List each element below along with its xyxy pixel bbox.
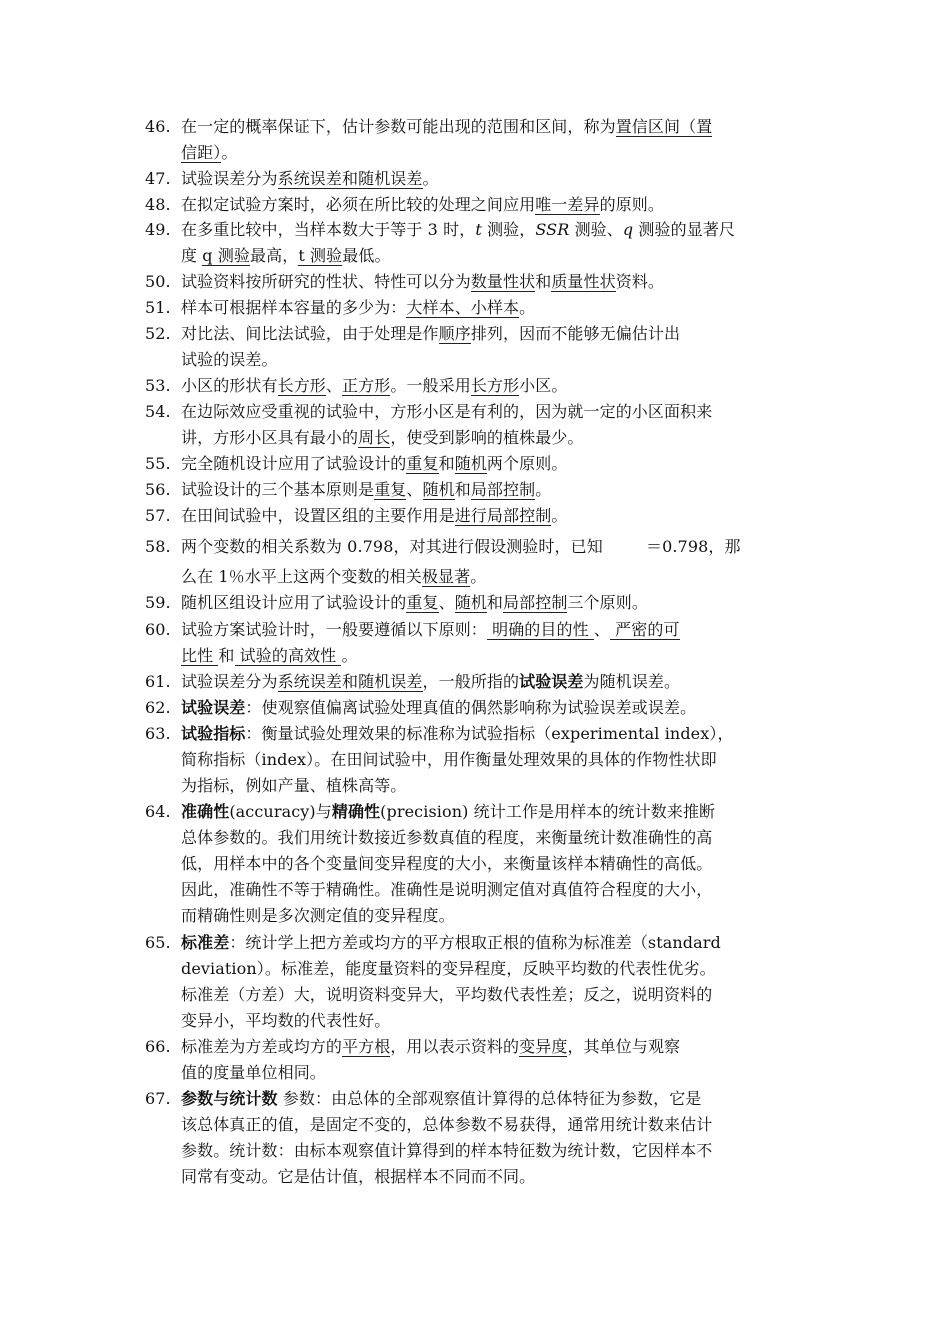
text-run: 。 [535,480,552,499]
term-heading: 试验指标 [181,724,246,743]
item-text-line [181,721,734,747]
text-run: 测验， [481,220,536,239]
item-text-line [181,747,717,773]
text-run: 试验方案试验计时，一般要遵循以下原则： [181,620,487,639]
text-run: 试验误差分为 [181,672,278,691]
item-number: 61. [145,672,171,691]
answer-blank: 局部控制 [470,480,536,499]
text-run: 试验资料按所研究的性状、特性可以分为 [181,272,471,291]
answer-blank: 极显著 [421,567,471,586]
text-run: 、 [438,593,455,612]
text-run: 标准差为方差或均方的 [181,1037,343,1056]
text-run: 试验设计的三个基本原则是 [181,480,375,499]
item-number: 63. [145,724,171,743]
item-text-line [181,695,696,721]
text-run: 在田间试验中，设置区组的主要作用是 [181,506,455,525]
text-run: 同常有变动。它是估计值，根据样本不同而不同。 [181,1167,536,1186]
item-text-line [181,399,712,425]
answer-blank: 大样本、小样本 [406,298,520,317]
text-run: 值的度量单位相同。 [181,1063,326,1082]
item-text-line [181,1034,680,1060]
text-run: 讲，方形小区具有最小的 [181,428,359,447]
text-run: 变异小，平均数的代表性好。 [181,1011,391,1030]
text-run: 小区。 [519,376,568,395]
item-number: 51. [145,298,171,317]
item-text-line [181,192,664,218]
item-number: 49. [145,220,171,239]
text-run: 该总体真正的值，是固定不变的，总体参数不易获得，通常用统计数来估计 [181,1115,713,1134]
term-heading: 参数与统计数 [181,1089,278,1108]
text-run: 么在 1％水平上这两个变数的相关 [181,567,422,586]
item-text-line [181,590,648,616]
item-text-line [181,903,455,929]
answer-blank: 重复 [374,480,407,499]
item-text-line [181,930,721,956]
answer-blank: 比性 [181,646,219,665]
text-run: 总体参数的。我们用统计数接近参数真值的程度，来衡量统计数准确性的高 [181,828,713,847]
text-run: 样本可根据样本容量的多少为： [181,298,407,317]
item-number: 65. [145,933,171,952]
item-number: 57. [145,506,171,525]
answer-blank: 明确的目的性 [486,620,594,639]
answer-blank: 严密的可 [610,620,680,639]
text-run: 在一定的概率保证下，估计参数可能出现的范围和区间，称为 [181,117,616,136]
item-text-line [181,1086,701,1112]
text-run: 在多重比较中，当样本数大于等于 3 时， [181,220,476,239]
answer-blank: 试验的高效性 [234,646,342,665]
text-run: 简称指标（index）。在田间试验中，用作衡量处理效果的具体的作物性状即 [181,750,717,769]
item-text-line [181,825,712,851]
text-run: ，一般所指的 [422,672,520,691]
text-run: 。 [341,646,358,665]
answer-blank: 局部控制 [503,593,568,612]
text-run: 完全随机设计应用了试验设计的 [181,454,407,473]
text-run: 最高， [250,246,299,265]
item-text-line [181,877,712,903]
answer-blank: 质量性状 [551,272,616,291]
item-number: 54. [145,402,171,421]
text-run: ：使观察值偏离试验处理真值的偶然影响称为试验误差或误差。 [245,698,697,717]
item-text-line [181,1138,712,1164]
item-text-line [181,166,439,192]
item-text-line [181,1060,326,1086]
text-run: (precision) 统计工作是用样本的统计数来推断 [380,802,716,821]
text-run: 。一般采用 [390,376,471,395]
text-run: 标准差（方差）大，说明资料变异大，平均数代表性差；反之，说明资料的 [181,985,713,1004]
item-text-line [181,503,567,529]
term-heading: 精确性 [331,802,381,821]
answer-blank: t 测验 [298,246,343,265]
text-run: 因此，准确性不等于精确性。准确性是说明测定值对真值符合程度的大小， [181,880,713,899]
text-run: deviation）。标准差，能度量资料的变异程度，反映平均数的代表性优劣。 [181,959,716,978]
text-run: 对比法、间比法试验，由于处理是作 [181,324,439,343]
answer-blank: 长方形 [277,376,326,395]
item-text-line [181,982,712,1008]
item-number: 66. [145,1037,171,1056]
text-run: 排列，因而不能够无偏估计出 [470,324,681,343]
text-run: 测验、 [569,220,623,239]
text-run: 试验误差分为 [181,169,278,188]
item-number: 46. [145,117,171,136]
text-run: 和 [454,480,471,499]
item-text-line [181,347,278,373]
item-text-line [181,534,741,560]
answer-blank: 随机 [454,593,487,612]
term-heading: 准确性 [181,802,230,821]
item-text-line [181,477,551,503]
text-run: 和 [218,646,235,665]
item-text-line [181,295,535,321]
text-run: 在拟定试验方案时，必须在所比较的处理之间应用 [181,195,536,214]
term-heading: 试验误差 [519,672,584,691]
item-number: 55. [145,454,171,473]
item-text-line [181,799,715,825]
item-text-line [181,243,391,269]
answer-blank: 变异度 [519,1037,568,1056]
text-run: 随机区组设计应用了试验设计的 [181,593,407,612]
item-text-line [181,114,712,140]
text-run: 两个变数的相关系数为 0.798，对其进行假设测验时，已知 [181,537,608,556]
item-text-line [181,956,716,982]
text-run: 在边际效应受重视的试验中，方形小区是有利的，因为就一定的小区面积来 [181,402,713,421]
text-run: ：衡量试验处理效果的标准称为试验指标（experimental index）， [245,724,734,743]
item-text-line [181,217,735,243]
text-run: 参数。统计数：由标本观察值计算得到的样本特征数为统计数，它因样本不 [181,1141,713,1160]
term-heading: 标准差 [181,933,230,952]
text-run: ，用以表示资料的 [390,1037,520,1056]
item-number: 59. [145,593,171,612]
answer-blank: 置信区间（置 [615,117,713,136]
item-number: 48. [145,195,171,214]
answer-blank: 随机 [454,454,487,473]
item-number: 50. [145,272,171,291]
item-text-line [181,669,680,695]
text-run: 低，用样本中的各个变量间变异程度的大小，来衡量该样本精确性的高低。 [181,854,713,873]
text-run: 测验的显著尺 [633,220,736,239]
text-run: 三个原则。 [567,593,648,612]
item-text-line [181,617,680,643]
item-number: 64. [145,802,171,821]
text-run: 。 [221,143,238,162]
answer-blank: 随机 [422,480,455,499]
math-symbol: t [475,220,482,239]
answer-blank: 数量性状 [470,272,536,291]
math-symbol: SSR [535,220,570,239]
answer-blank: 重复 [406,593,439,612]
text-run: 和 [535,272,552,291]
item-text-line [181,1112,712,1138]
text-run: 、 [406,480,423,499]
item-text-line [181,1164,535,1190]
item-number: 62. [145,698,171,717]
answer-blank: q 测验 [202,246,251,265]
text-run: 。 [470,567,487,586]
text-run: 参数：由总体的全部观察值计算得的总体特征为参数，它是 [277,1089,702,1108]
answer-blank: 正方形 [342,376,391,395]
item-number: 56. [145,480,171,499]
item-text-line [181,321,680,347]
answer-blank: 平方根 [342,1037,391,1056]
text-run: 为随机误差。 [583,672,681,691]
text-run: 。 [422,169,439,188]
item-number: 53. [145,376,171,395]
item-text-line [181,140,237,166]
math-symbol: q [622,220,634,239]
text-run: 度 [181,246,203,265]
item-text-line [181,851,712,877]
text-run: 和 [486,593,504,612]
answer-blank: 系统误差和随机误差 [277,169,423,188]
text-run: 小区的形状有 [181,376,278,395]
item-text-line [181,269,664,295]
answer-blank: 长方形 [470,376,520,395]
text-run: 、 [325,376,343,395]
item-text-line [181,564,486,590]
text-run: 。 [551,506,568,525]
text-run: ，其单位与观察 [567,1037,681,1056]
item-text-line [181,773,406,799]
text-run: 而精确性则是多次测定值的变异程度。 [181,906,455,925]
text-run: 为指标，例如产量、植株高等。 [181,776,407,795]
item-number: 58. [145,537,171,556]
item-number: 60. [145,620,171,639]
text-run: 试验的误差。 [181,350,278,369]
text-run: 的原则。 [599,195,665,214]
answer-blank: 顺序 [438,324,471,343]
answer-blank: 唯一差异 [535,195,600,214]
item-text-line [181,643,358,669]
text-run: ，使受到影响的植株最少。 [390,428,584,447]
answer-blank: 进行局部控制 [454,506,552,525]
text-run: (accuracy)与 [229,802,332,821]
item-number: 67. [145,1089,171,1108]
item-number: 52. [145,324,171,343]
text-run: 资料。 [615,272,665,291]
text-run: ：统计学上把方差或均方的平方根取正根的值称为标准差（standard [229,933,721,952]
item-text-line [181,425,584,451]
item-text-line [181,451,567,477]
term-heading: 试验误差 [181,698,246,717]
item-number: 47. [145,169,171,188]
answer-blank: 系统误差和随机误差 [277,672,423,691]
answer-blank: 重复 [406,454,439,473]
item-text-line [181,373,567,399]
answer-blank: 周长 [358,428,391,447]
text-run: 、 [593,620,610,639]
answer-blank: 信距） [181,143,222,162]
text-run: 最低。 [342,246,391,265]
item-text-line [181,1008,390,1034]
text-run: 和 [438,454,455,473]
text-run: 两个原则。 [486,454,568,473]
text-run: 。 [519,298,536,317]
text-run: ＝0.798，那 [645,537,741,556]
